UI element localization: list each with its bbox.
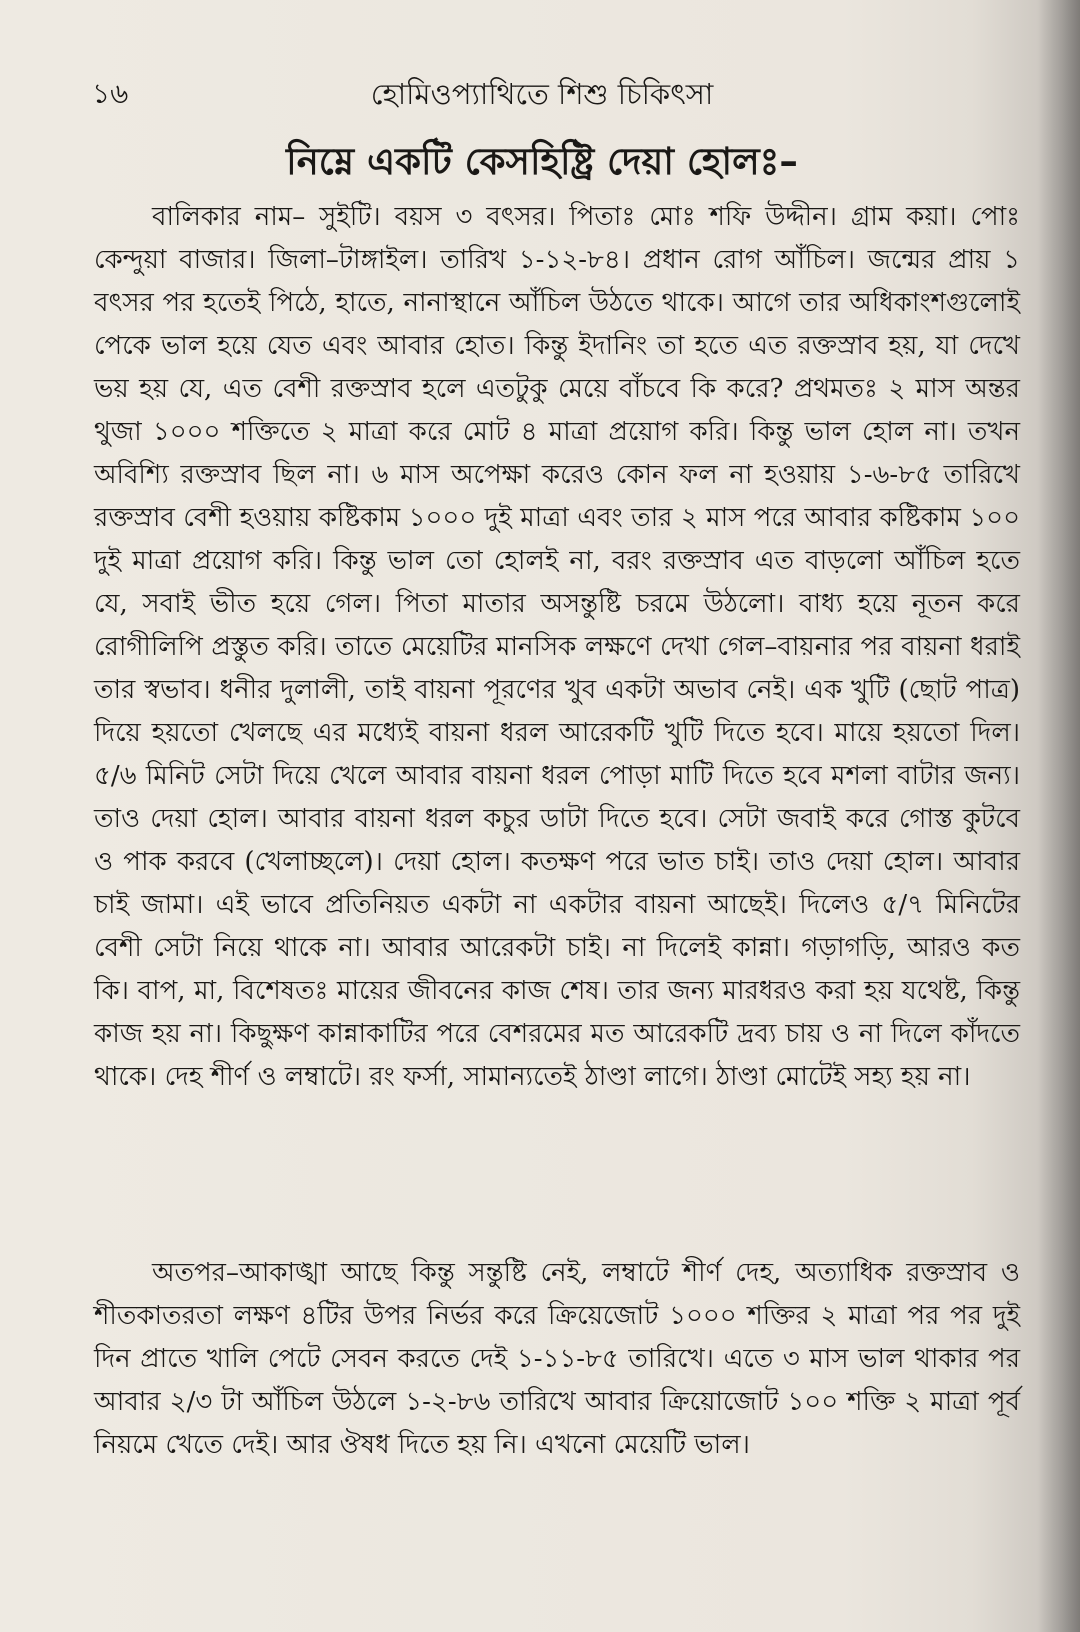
section-heading: নিম্নে একটি কেসহিষ্ট্রি দেয়া হোলঃ– <box>286 140 798 183</box>
page-number: ১৬ <box>92 77 129 110</box>
page-edge-shadow <box>1038 0 1080 1632</box>
running-title: হোমিওপ্যাথিতে শিশু চিকিৎসা <box>370 77 714 111</box>
case-history-paragraph: বালিকার নাম– সুইটি। বয়স ৩ বৎসর। পিতাঃ মোঃ শফি উদ্দীন। গ্রাম কয়া। পোঃ কেন্দুয়া বাজার। জিলা–টাঙ্গাইল। তারিখ ১-১২-৮৪। প্রধান রোগ আঁচিল। জন্মের প্রায় ১ বৎসর পর হতেই পিঠে, হাতে, নানাস্থানে আঁচিল উঠতে থাকে। আগে তার অধিকাংশগুলোই পেকে ভাল হয়ে যেত এবং আবার হোত। কিন্তু ইদানিং তা হতে এত রক্তস্রাব হয়, যা দেখে ভয় হয় যে, এত বেশী রক্তস্রাব হলে এতটুকু মেয়ে বাঁচবে কি করে? প্রথমতঃ ২ মাস অন্তর থুজা ১০০০ শক্তিতে ২ মাত্রা করে মোট ৪ মাত্রা প্রয়োগ করি। কিন্তু ভাল হোল না। তখন অবিশ্যি রক্তস্রাব ছিল না। ৬ মাস অপেক্ষা করেও কোন ফল না হওয়ায় ১-৬-৮৫ তারিখে রক্তস্রাব বেশী হওয়ায় কষ্টিকাম ১০০০ দুই মাত্রা এবং তার ২ মাস পরে আবার কষ্টিকাম ১০০ দুই মাত্রা প্রয়োগ করি। কিন্তু ভাল তো হোলই না, বরং রক্তস্রাব এত বাড়লো আঁচিল হতে যে, সবাই ভীত হয়ে গেল। পিতা মাতার অসন্তুষ্টি চরমে উঠলো। বাধ্য হয়ে নূতন করে রোগীলিপি প্রস্তুত করি। তাতে মেয়েটির মানসিক লক্ষণে দেখা গেল–বায়নার পর বায়না ধরাই তার স্বভাব। ধনীর দুলালী, তাই বায়না পূরণের খুব একটা অভাব নেই। এক খুটি (ছোট পাত্র) দিয়ে হয়তো খেলছে এর মধ্যেই বায়না ধরল আরেকটি খুটি দিতে হবে। মায়ে হয়তো দিল। ৫/৬ মিনিট সেটা দিয়ে খেলে আবার বায়না ধরল পোড়া মাটি দিতে হবে মশলা বাটার জন্য। তাও দেয়া হোল। আবার বায়না ধরল কচুর ডাটা দিতে হবে। সেটা জবাই করে গোস্ত কুটবে ও পাক করবে (খেলাচ্ছলে)। দেয়া হোল। কতক্ষণ পরে ভাত চাই। তাও দেয়া হোল। আবার চাই জামা। এই ভাবে প্রতিনিয়ত একটা না একটার বায়না আছেই। দিলেও ৫/৭ মিনিটের বেশী সেটা নিয়ে থাকে না। আবার আরেকটা চাই। না দিলেই কান্না। গড়াগড়ি, আরও কত কি। বাপ, মা, বিশেষতঃ মায়ের জীবনের কাজ শেষ। তার জন্য মারধরও করা হয় যথেষ্ট, কিন্তু কাজ হয় না। কিছুক্ষণ কান্নাকাটির পরে বেশরমের মত আরেকটি দ্রব্য চায় ও না দিলে কাঁদতে থাকে। দেহ শীর্ণ ও লম্বাটে। রং ফর্সা, সামান্যতেই ঠাণ্ডা লাগে। ঠাণ্ডা মোটেই সহ্য হয় না। <box>94 202 1020 1092</box>
treatment-paragraph: অতপর–আকাঙ্খা আছে কিন্তু সন্তুষ্টি নেই, লম্বাটে শীর্ণ দেহ, অত্যাধিক রক্তস্রাব ও শীতকাতরতা লক্ষণ ৪টির উপর নির্ভর করে ক্রিয়েজোট ১০০০ শক্তির ২ মাত্রা পর পর দুই দিন প্রাতে খালি পেটে সেবন করতে দেই ১-১১-৮৫ তারিখে। এতে ৩ মাস ভাল থাকার পর আবার ২/৩ টা আঁচিল উঠলে ১-২-৮৬ তারিখে আবার ক্রিয়োজোট ১০০ শক্তি ২ মাত্রা পূর্ব নিয়মে খেতে দেই। আর ঔষধ দিতে হয় নি। এখনো মেয়েটি ভাল। <box>94 1258 1020 1460</box>
page-header <box>92 74 992 118</box>
